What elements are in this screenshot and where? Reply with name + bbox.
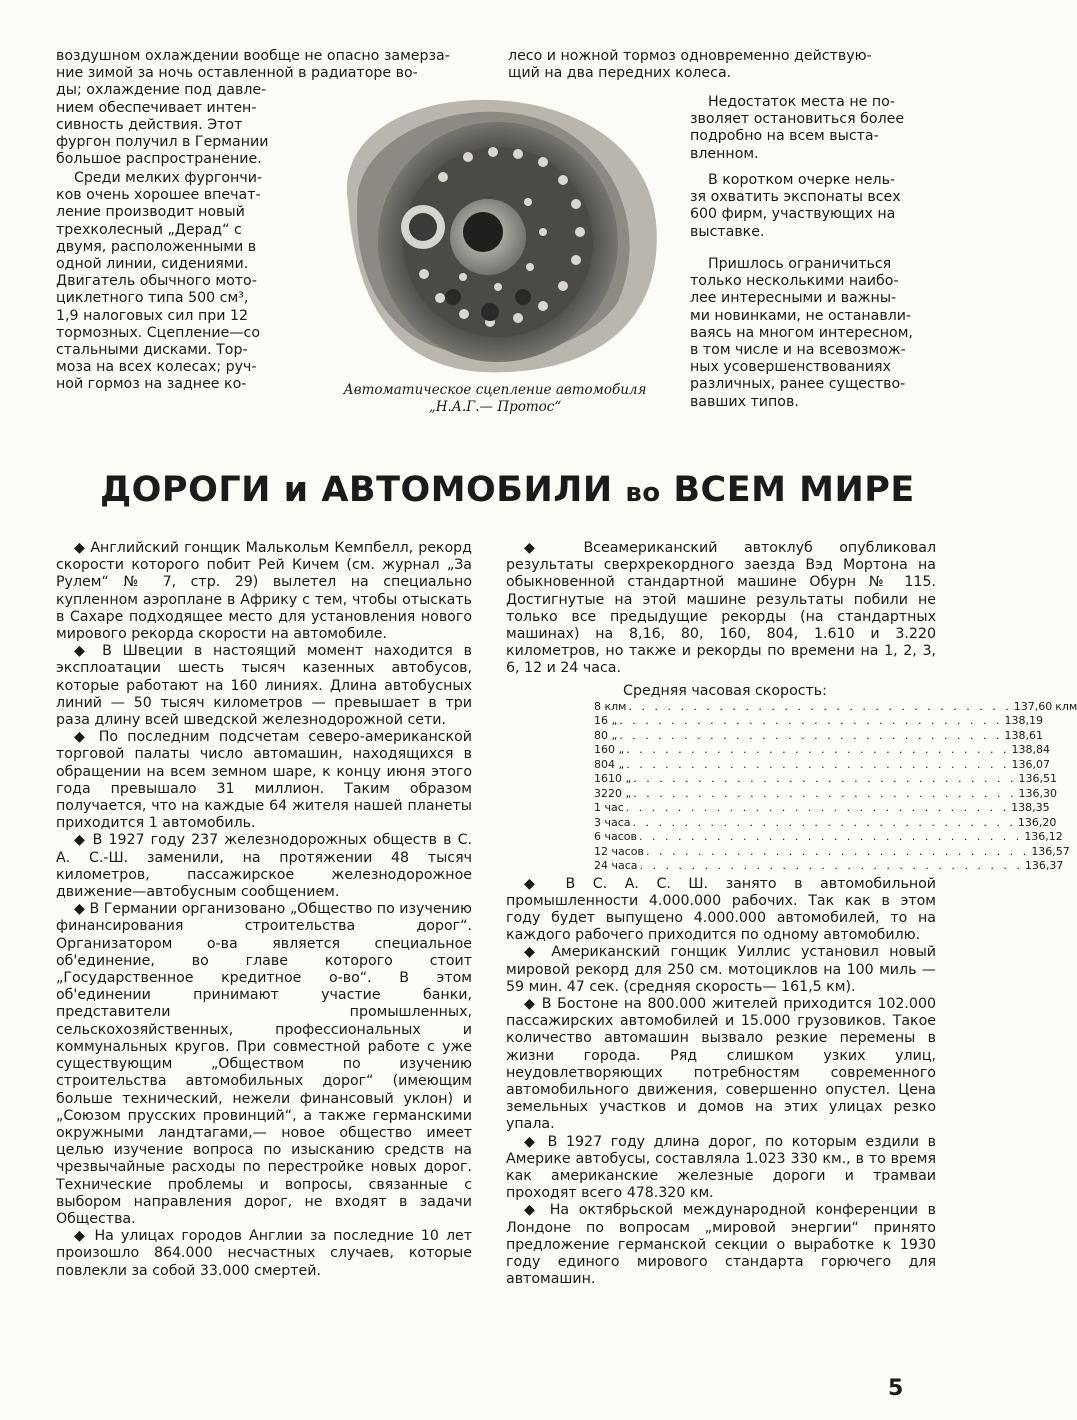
speed-row-value: 136,07 — [1011, 757, 1051, 771]
text-line: только несколькими наибо- — [690, 273, 899, 290]
text-line: трехколесный „Дерад“ с — [56, 221, 242, 238]
text-line: в том числе и на всевозмож- — [690, 342, 906, 359]
text-line: Двигатель обычного мото- — [56, 273, 257, 290]
text-line: вленном. — [690, 145, 759, 162]
speed-row-distance: 3220 „ — [594, 786, 632, 800]
text-line: циклетного типа 500 см³, — [56, 290, 249, 307]
text-line: тормозных. Сцепление—со — [56, 324, 261, 341]
speed-row — [594, 757, 1051, 773]
speed-row-unit — [1050, 743, 1053, 758]
speed-row-distance: 1610 „ — [594, 772, 632, 786]
speed-row-leader: . . . . . . . . . . . . . . . . . . . . . . . . . . . . . . — [639, 830, 1023, 844]
speed-row-distance: 24 часа — [594, 859, 638, 873]
text-line: 600 фирм, участвующих на — [690, 206, 896, 223]
section-heading — [100, 470, 915, 510]
speed-row-unit — [1063, 859, 1066, 874]
page-number: 5 — [888, 1376, 904, 1401]
text-line: ми новинками, не останавли- — [690, 307, 912, 324]
text-line: моза на всех колесах; руч- — [56, 359, 257, 376]
speed-row-unit: клм — [1055, 699, 1077, 713]
speed-row-value: 137,60 — [1013, 699, 1053, 713]
speed-row — [594, 728, 1044, 744]
speed-row-unit — [1057, 787, 1060, 802]
text-line: выставке. — [690, 223, 765, 240]
speed-row — [594, 815, 1057, 831]
speed-row — [594, 743, 1051, 758]
speed-row-leader: . . . . . . . . . . . . . . . . . . . . . . . . . . . . . . — [633, 772, 1017, 786]
top-left-paragraph-2 — [56, 170, 296, 394]
speed-row-unit — [1057, 772, 1060, 787]
text-line: нием обеспечивает интен- — [56, 99, 257, 116]
photo-caption — [315, 382, 675, 416]
speed-row — [594, 830, 1063, 845]
speed-row — [594, 772, 1058, 787]
speed-row-leader: . . . . . . . . . . . . . . . . . . . . . . . . . . . . . . — [646, 844, 1030, 858]
news-item: ◆ В С. А. С. Ш. занято в автомобильной промышленности 4.000.000 рабочих. Так как в этом году будет выпущено 4.000.000 автомобилей, то на каждого рабочего приходится по одному автомобилю. — [506, 876, 936, 945]
text-line: подробно на всем выста- — [690, 128, 879, 145]
speed-row — [594, 786, 1058, 802]
news-item: ◆ В Германии организовано „Общество по изучению финансирования строительства дорог“. Организатором о-ва является специальное об'единение, во главе которого стоит „Государственное кредитное о-во“. В этом об'единении принимают участие банки, представители промышленных, сельскохозяйственных, профессиональных и коммунальных кругов. При совместной работе с уже существующим „Обществом по изучению строительства автомобильных дорог“ (имеющим больше технический, нежели финансовый уклон) и „Союзом прусских провинций“, а также германскими окружными ландтагами,— новое общество имеет целью изучение вопроса по изысканию средств на чрезвычайные расходы по перестройке новых дорог. Технические проблемы и вопросы, связанные с выбором направления дорог, не входят в задачи Общества. — [56, 901, 472, 1228]
text-line: лее интересными и важны- — [690, 290, 897, 307]
text-line: Среди мелких фургончи- — [74, 170, 263, 186]
news-item: ◆ На улицах городов Англии за последние 10 лет произошло 864.000 несчастных случаев, которые повлекли за собой 33.000 смертей. — [56, 1228, 472, 1280]
speed-row-distance: 6 часов — [594, 830, 637, 844]
heading-part-3: ВСЕМ МИРЕ — [673, 470, 915, 510]
text-line: двумя, расположенными в — [56, 238, 257, 255]
news-item-auto-club: ◆ Всеамериканский автоклуб опубликовал результаты сверхрекордного заезда Вэд Мортона на обыкновенной стандартной машине Обурн № 115. Достигнутые на этой машине результаты побили не только все предыдущие рекорды (на стандартных машинах) на 8,16, 80, 160, 804, 1.610 и 3.220 километров, но также и рекорды по времени на 1, 2, 3, 6, 12 и 24 часа. — [506, 540, 936, 678]
speed-row-value: 136,51 — [1018, 772, 1058, 786]
speed-row-unit — [1050, 801, 1053, 816]
news-item: ◆ В 1927 году 237 железнодорожных обществ в С. А. С.-Ш. заменили, на протяжении 48 тысяч километров, пассажирское железнодорожное движение—автобусным сообщением. — [56, 832, 472, 901]
speed-row-unit — [1043, 729, 1046, 744]
text-line: ние зимой за ночь оставленной в радиаторе во- — [56, 65, 418, 82]
news-item: ◆ В Швеции в настоящий момент находится в эксплоатации шесть тысяч казенных автобусов, которые работают на 160 линиях. Длина автобусных линий — 50 тысяч километров — превышает в три раза длину всей шведской железнодорожной сети. — [56, 643, 472, 729]
speed-row-leader: . . . . . . . . . . . . . . . . . . . . . . . . . . . . . . — [633, 786, 1017, 800]
text-line: фургон получил в Германии — [56, 134, 269, 151]
speed-row-leader: . . . . . . . . . . . . . . . . . . . . . . . . . . . . . . — [639, 859, 1023, 873]
speed-row-leader: . . . . . . . . . . . . . . . . . . . . . . . . . . . . . . — [619, 714, 1003, 728]
speed-row-leader: . . . . . . . . . . . . . . . . . . . . . . . . . . . . . . — [619, 728, 1003, 742]
speed-row-unit — [1056, 816, 1059, 831]
speed-row-distance: 8 клм — [594, 699, 627, 713]
heading-part-1: ДОРОГИ и АВТОМОБИЛИ — [100, 470, 613, 510]
speed-row-value: 136,12 — [1024, 830, 1063, 844]
text-line: щий на два передних колеса. — [508, 65, 732, 82]
speed-row-value: 138,35 — [1011, 801, 1050, 815]
speed-row-value: 136,57 — [1031, 844, 1070, 858]
speed-table — [506, 682, 1077, 874]
speed-row-leader: . . . . . . . . . . . . . . . . . . . . . . . . . . . . . . — [625, 801, 1010, 815]
top-right-paragraph-3 — [690, 172, 940, 241]
speed-row — [594, 699, 1077, 715]
photo-caption-line-2: „Н.А.Г.— Протос“ — [428, 399, 562, 415]
text-line: стальными дисками. Тор- — [56, 342, 248, 359]
news-item: ◆ В 1927 году длина дорог, по которым ездили в Америке автобусы, составляла 1.023 330 км., в то время как американские железные дороги и трамваи проходят всего 478.320 км. — [506, 1134, 936, 1203]
news-item: ◆ В Бостоне на 800.000 жителей приходится 102.000 пассажирских автомобилей и 15.000 грузовиков. Такое количество автомашин вызвало резкие перемены в жизни города. Ряд слишком узких улиц, неудовлетворяющих потребностям современного автомобильного движения, совершенно опустел. Цена земельных участков и домов на этих улицах резко упала. — [506, 996, 936, 1134]
speed-row-distance: 1 час — [594, 801, 624, 815]
news-item: ◆ По последним подсчетам северо-американской торговой палаты число автомашин, находящихся в обращении на всем земном шаре, к концу июня этого года превышало 31 миллион. Таким образом получается, что на каждые 64 жителя нашей планеты приходится 1 автомобиль. — [56, 729, 472, 832]
speed-row-leader: . . . . . . . . . . . . . . . . . . . . . . . . . . . . . . — [632, 815, 1016, 829]
text-line: зволяет остановиться более — [690, 111, 905, 128]
text-line: большое распространение. — [56, 151, 262, 168]
speed-table-rows — [594, 699, 1077, 874]
clutch-photo — [318, 82, 668, 380]
heading-part-2: во — [625, 478, 661, 508]
text-line: ков очень хорошее впечат- — [56, 187, 261, 204]
speed-row-distance: 160 „ — [594, 743, 625, 757]
speed-row — [594, 801, 1050, 816]
speed-table-title: Средняя часовая скорость: — [623, 682, 827, 699]
speed-row-distance: 3 часа — [594, 815, 631, 829]
speed-row-distance: 80 „ — [594, 728, 618, 742]
speed-row-value: 136,37 — [1024, 859, 1064, 873]
text-line: 1,9 налоговых сил при 12 — [56, 307, 249, 324]
speed-row-value: 136,30 — [1018, 786, 1058, 800]
text-line: воздушном охлаждении вообще не опасно замерза- — [56, 48, 450, 64]
text-line: ды; охлаждение под давле- — [56, 82, 267, 99]
speed-row — [594, 844, 1070, 860]
text-line: лесо и ножной тормоз одновременно действую- — [508, 48, 872, 64]
speed-row-value: 138,84 — [1011, 743, 1051, 757]
speed-row-value: 136,20 — [1017, 815, 1057, 829]
text-line: ваясь на многом интересном, — [690, 324, 913, 341]
speed-row-unit — [1070, 845, 1073, 860]
speed-row — [594, 859, 1064, 874]
top-right-paragraph-1 — [508, 48, 938, 82]
text-line: Недостаток места не по- — [708, 94, 895, 110]
speed-row-unit — [1050, 758, 1053, 773]
text-line: различных, ранее существо- — [690, 376, 906, 393]
speed-row-distance: 12 часов — [594, 844, 644, 858]
speed-row-leader: . . . . . . . . . . . . . . . . . . . . . . . . . . . . . . — [628, 699, 1012, 713]
speed-row-leader: . . . . . . . . . . . . . . . . . . . . . . . . . . . . . . — [626, 757, 1010, 771]
text-line: зя охватить экспонаты всех — [690, 189, 901, 206]
speed-row-unit — [1043, 714, 1046, 729]
left-column — [56, 540, 472, 1280]
text-line: ных усовершенствованиях — [690, 359, 891, 376]
text-line: ление производит новый — [56, 204, 245, 221]
news-item: ◆ На октябрьской международной конференции в Лондоне по вопросам „мировой энергии“ принято предложение германской секции о выработке к 1930 году единого мирового стандарта горючего для автомашин. — [506, 1202, 936, 1288]
speed-row-distance: 16 „ — [594, 714, 618, 728]
photo-caption-line-1: Автоматическое сцепление автомобиля — [343, 382, 647, 398]
text-line: Пришлось ограничиться — [708, 256, 892, 272]
news-item: ◆ Английский гонщик Малькольм Кемпбелл, рекорд скорости которого побит Рей Кичем (см. журнал „За Рулем“ № 7, стр. 29) вылетел на специально купленном аэроплане в Африку с тем, чтобы отыскать в Сахаре подходящее место для установления нового мирового рекорда скорости на автомобиле. — [56, 540, 472, 643]
speed-row-unit — [1063, 830, 1066, 845]
speed-row — [594, 714, 1044, 729]
text-line: В коротком очерке нель- — [708, 172, 896, 188]
speed-row-value: 138,19 — [1004, 714, 1044, 728]
text-line: ной гормоз на заднее ко- — [56, 376, 247, 393]
speed-row-value: 138,61 — [1004, 728, 1044, 742]
top-right-paragraph-4 — [690, 256, 940, 411]
speed-row-distance: 804 „ — [594, 757, 625, 771]
speed-row-leader: . . . . . . . . . . . . . . . . . . . . . . . . . . . . . . — [626, 743, 1010, 757]
clutch-illustration — [318, 82, 668, 380]
top-right-paragraph-2 — [690, 94, 940, 163]
text-line: сивность действия. Этот — [56, 116, 243, 133]
news-item: ◆ Американский гонщик Уиллис установил новый мировой рекорд для 250 см. мотоциклов на 100 миль — 59 мин. 47 сек. (средняя скорость— 161,5 км). — [506, 944, 936, 996]
right-column — [506, 540, 1077, 1289]
text-line: одной линии, сидениями. — [56, 256, 249, 273]
text-line: вавших типов. — [690, 393, 799, 410]
